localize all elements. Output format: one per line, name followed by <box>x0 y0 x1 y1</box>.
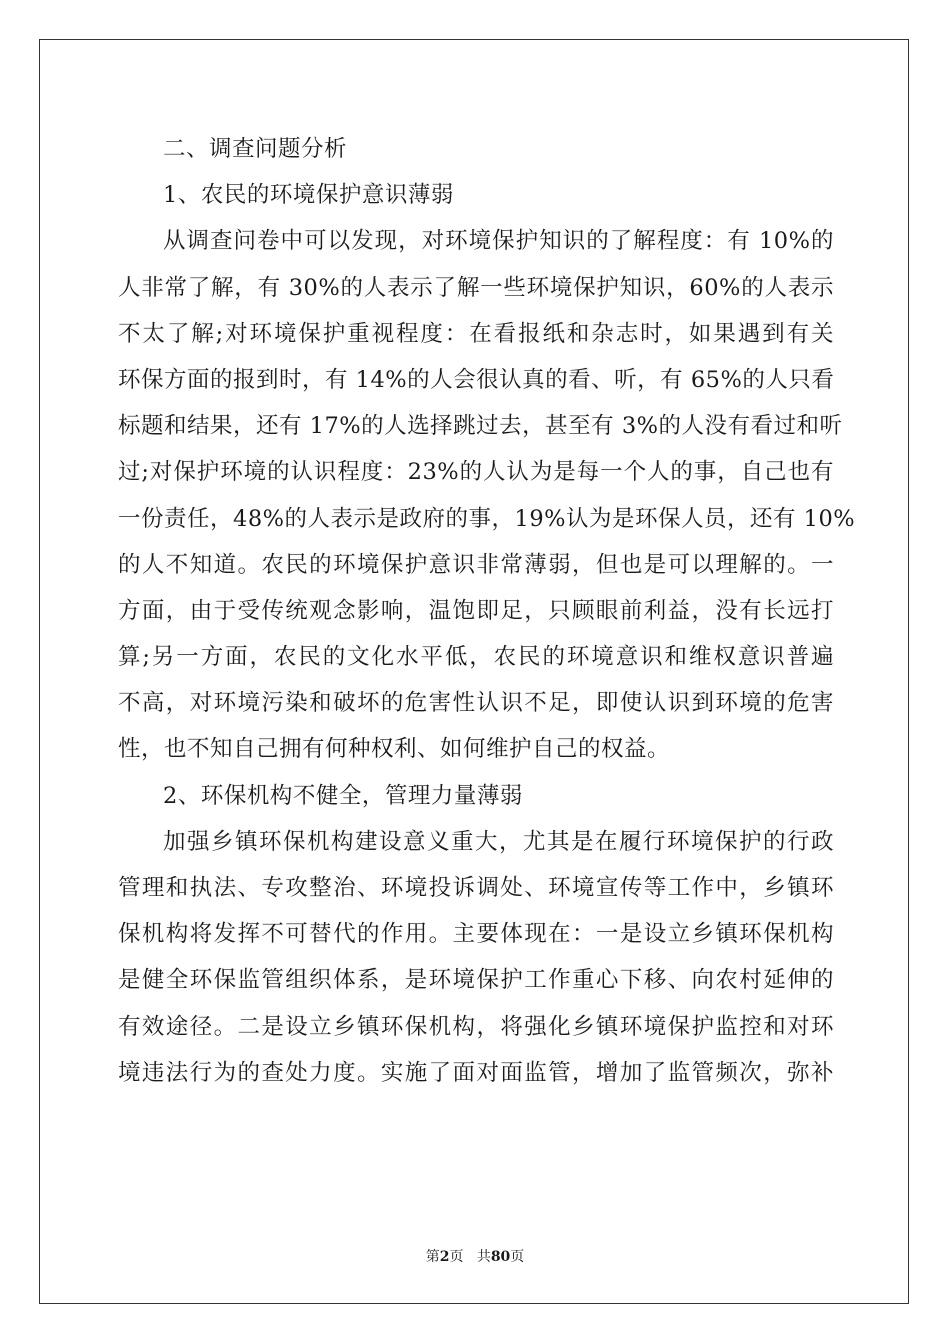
text-line: 保机构将发挥不可替代的作用。主要体现在：一是设立乡镇环保机构 <box>118 921 834 948</box>
page-number: 2 <box>439 1249 450 1265</box>
text-line: 人非常了解，有 30%的人表示了解一些环境保护知识，60%的人表示 <box>118 274 834 301</box>
text-line: 性，也不知自己拥有何种权利、如何维护自己的权益。 <box>118 736 671 763</box>
text-line: 不太了解;对环境保护重视程度：在看报纸和杂志时，如果遇到有关 <box>118 320 834 347</box>
document-body <box>118 126 856 1096</box>
text-line: 2、环保机构不健全，管理力量薄弱 <box>163 782 523 809</box>
text-line: 境违法行为的查处力度。实施了面对面监管，增加了监管频次，弥补 <box>118 1059 834 1086</box>
text-line: 标题和结果，还有 17%的人选择跳过去，甚至有 3%的人没有看过和听 <box>118 413 843 440</box>
text-line: 管理和执法、专攻整治、环境投诉调处、环境宣传等工作中，乡镇环 <box>118 875 834 901</box>
text-line: 二、调查问题分析 <box>163 136 348 162</box>
text-line: 环保方面的报到时，有 14%的人会很认真的看、听，有 65%的人只看 <box>118 366 835 393</box>
page-suffix: 页 <box>449 1249 464 1265</box>
text-line: 有效途径。二是设立乡镇环保机构，将强化乡镇环境保护监控和对环 <box>118 1013 834 1040</box>
text-line: 方面，由于受传统观念影响，温饱即足，只顾眼前利益，没有长远打 <box>118 597 834 624</box>
text-line: 过;对保护环境的认识程度：23%的人认为是每一个人的事，自己也有 <box>118 459 834 486</box>
text-line: 是健全环保监管组织体系，是环境保护工作重心下移、向农村延伸的 <box>118 967 834 994</box>
text-line: 1、农民的环境保护意识薄弱 <box>163 182 454 209</box>
page-footer <box>0 1246 950 1266</box>
text-line: 加强乡镇环保机构建设意义重大，尤其是在履行环境保护的行政 <box>163 828 834 855</box>
text-line: 的人不知道。农民的环境保护意识非常薄弱，但也是可以理解的。一 <box>118 551 834 578</box>
total-suffix: 页 <box>510 1249 525 1265</box>
page-prefix: 第 <box>425 1249 440 1265</box>
total-prefix: 共 <box>476 1249 491 1265</box>
text-line: 算;另一方面，农民的文化水平低，农民的环境意识和维权意识普遍 <box>118 644 834 671</box>
text-line: 一份责任，48%的人表示是政府的事，19%认为是环保人员，还有 10% <box>118 505 856 532</box>
text-line: 不高，对环境污染和破坏的危害性认识不足，即使认识到环境的危害 <box>118 690 834 717</box>
total-pages: 80 <box>490 1249 511 1265</box>
text-line: 从调查问卷中可以发现，对环境保护知识的了解程度：有 10%的 <box>163 228 834 255</box>
